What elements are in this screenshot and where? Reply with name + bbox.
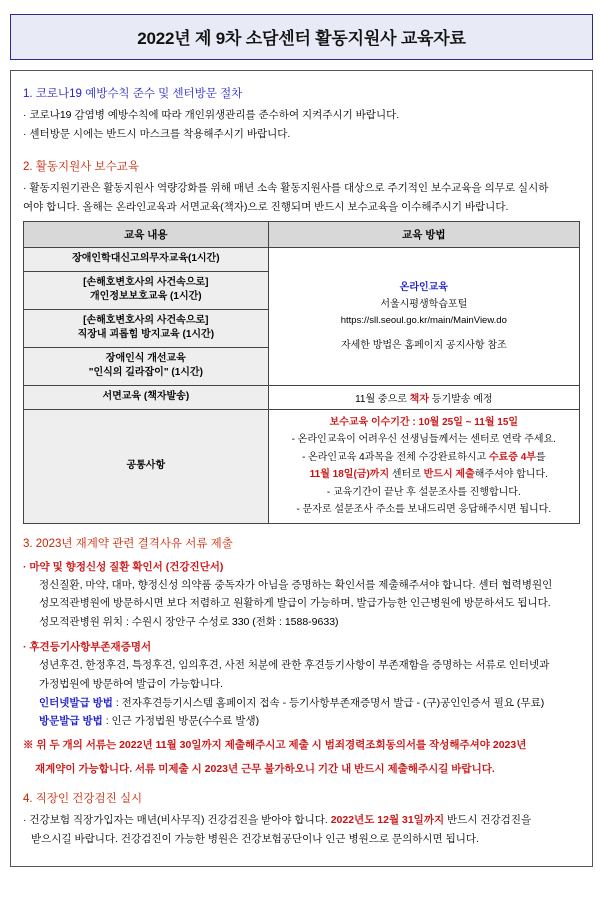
common-note-5: - 교육기간이 끝난 후 설문조사를 진행합니다. (326, 486, 521, 498)
section-2-heading: 2. 활동지원사 보수교육 (23, 160, 139, 173)
section-3-item-2-line-2: 가정법원에 방문하여 발급이 가능합니다. (39, 677, 224, 690)
common-note-3 (273, 449, 575, 467)
education-table (23, 221, 580, 524)
section-3-warning-line-2: 재계약이 가능합니다. 서류 미제출 시 2023년 근무 불가하오니 기간 내 반드시 제출해주시길 바랍니다. (35, 762, 495, 775)
section-3-item-2-title (23, 639, 580, 654)
edu-method-book (268, 385, 579, 409)
spacer (23, 778, 580, 790)
issue-method-visit-key: 방문발급 방법 (39, 715, 103, 728)
online-edu-url[interactable]: https://sll.seoul.go.kr/main/MainView.do (340, 314, 507, 326)
online-edu-label: 온라인교육 (399, 281, 448, 293)
common-note-2: - 온라인교육이 어려우신 선생님들께서는 센터로 연락 주세요. (291, 434, 556, 446)
online-edu-portal: 서울시평생학습포털 (380, 298, 468, 310)
section-4-heading: 4. 직장인 건강검진 실시 (23, 792, 143, 805)
document-title-banner (10, 14, 593, 60)
common-note-6: - 문자로 설문조사 주소를 보내드리면 응답해주시면 됩니다. (296, 504, 552, 516)
section-3-heading: 3. 2023년 재계약 관련 결격사유 서류 제출 (23, 537, 233, 550)
section-3-item-2-line-1: 성년후견, 한정후견, 특정후견, 임의후견, 사전 처분에 관한 후견등기사항이 부존재함을 증명하는 서류로 인터넷과 (39, 658, 550, 671)
section-4-line-1-post: 반드시 건강검진을 (444, 813, 532, 826)
table-header-method: 교육 방법 (268, 222, 579, 248)
common-note-4-mid: 센터로 (389, 469, 424, 481)
issue-method-online (23, 695, 580, 712)
common-note-3-post: 를 (535, 451, 546, 463)
edu-method-online (268, 248, 579, 386)
section-4-line-1 (23, 812, 580, 828)
common-note-4-emph: 반드시 제출 (423, 469, 475, 481)
section-3-item-1-title-text: · 마약 및 향정신성 질환 확인서 (건강진단서) (23, 560, 224, 573)
online-edu-note: 자세한 방법은 홈페이지 공지사항 참조 (340, 339, 507, 351)
issue-method-online-key: 인터넷발급 방법 (39, 696, 113, 709)
section-3-item-1-line-3: 성모적관병원 위치 : 수원시 장안구 수성로 330 (전화 : 1588-9633) (39, 616, 339, 629)
page-title: 2022년 제 9차 소담센터 활동지원사 교육자료 (137, 29, 466, 48)
table-header-row (24, 222, 580, 248)
issue-method-online-value: : 전자후견등기시스템 홈페이지 접속 - 등기사항부존재증명서 발급 - (구)공인인증서 필요 (무료) (115, 696, 545, 709)
section-3-item-1-title (23, 559, 580, 574)
spacer (273, 329, 575, 337)
section-1-line-1: · 코로나19 감염병 예방수칙에 따라 개인위생관리를 준수하여 지켜주시기 바랍니다. (23, 109, 400, 121)
edu-label-2-text: [손해호변호사의 사건속으로] 개인정보보호교육 (1시간) (83, 276, 209, 303)
issue-method-visit (23, 713, 580, 730)
edu-label-common: 공통사항 (24, 409, 269, 523)
book-text-emph: 책자 (409, 393, 429, 405)
section-3-warning-line-1: ※ 위 두 개의 서류는 2022년 11월 30일까지 제출해주시고 제출 시 범죄경력조회동의서를 작성해주셔야 2023년 (23, 739, 527, 752)
common-note-3-emph: 수료증 4부 (488, 451, 536, 463)
section-1-heading: 1. 코로나19 예방수칙 준수 및 센터방문 절차 (23, 88, 243, 100)
table-header-content: 교육 내용 (24, 222, 269, 248)
edu-common-notes (268, 409, 579, 523)
issue-method-visit-value: : 인근 가정법원 방문(수수료 발생) (105, 715, 260, 728)
section-2-line-2: 여야 합니다. 올해는 온라인교육과 서면교육(책자)으로 진행되며 반드시 보수교육을 이수해주시기 바랍니다. (23, 200, 509, 213)
section-2-line-1: · 활동지원기관은 활동지원사 역량강화를 위해 매년 소속 활동지원사를 대상으로 주기적인 보수교육을 의무로 실시하 (23, 181, 549, 194)
edu-label-3 (24, 309, 269, 347)
table-row (24, 385, 580, 409)
edu-label-1 (24, 248, 269, 272)
spacer (23, 146, 580, 158)
edu-label-2 (24, 271, 269, 309)
edu-label-4 (24, 347, 269, 385)
section-1-line-2: · 센터방문 시에는 반드시 마스크를 착용해주시기 바랍니다. (23, 128, 291, 141)
document-body (10, 70, 593, 867)
section-4-line-2: 받으시길 바랍니다. 건강검진이 가능한 병원은 건강보험공단이나 인근 병원으로 문의하시면 됩니다. (31, 833, 479, 845)
section-4-line-1-emph: 2022년도 12월 31일까지 (330, 813, 445, 826)
book-text-post: 등기발송 예정 (429, 393, 493, 405)
common-note-4 (273, 466, 575, 484)
section-3-item-2-title-text: · 후견등기사항부존재증명서 (23, 640, 152, 653)
edu-label-4-text: 장애인식 개선교육 "인식의 길라잡이" (1시간) (88, 352, 203, 379)
book-text-pre: 11월 중으로 (355, 393, 410, 405)
table-row (24, 409, 580, 523)
section-3-item-1-line-1: 정신질환, 마약, 대마, 향정신성 의약품 중독자가 아님을 증명하는 확인서를 제출해주셔야 합니다. 센터 협력병원인 (39, 578, 553, 591)
common-note-1: 보수교육 이수기간 : 10월 25일 ~ 11월 15일 (329, 416, 519, 428)
section-3-item-1-line-2: 성모적관병원에 방문하시면 보다 저렴하고 원활하게 발급이 가능하며, 발급가능한 인근병원에 방문하셔도 됩니다. (39, 597, 551, 610)
section-4-line-1-pre: · 건강보험 직장가입자는 매년(비사무직) 건강검진을 받아야 합니다. (23, 813, 331, 826)
edu-label-book: 서면교육 (책자발송) (24, 385, 269, 409)
common-note-3-pre: - 온라인교육 4과목을 전체 수강완료하시고 (301, 451, 489, 463)
table-row (24, 248, 580, 272)
edu-label-3-text: [손해호변호사의 사건속으로] 직장내 괴롭힘 방지교육 (1시간) (77, 314, 215, 341)
common-note-4-post: 해주셔야 합니다. (474, 469, 548, 481)
edu-label-1-text: 장애인학대신고의무자교육(1시간) (72, 253, 220, 265)
common-note-4-date: 11월 18일(금)까지 (309, 469, 390, 481)
spacer (23, 528, 580, 535)
